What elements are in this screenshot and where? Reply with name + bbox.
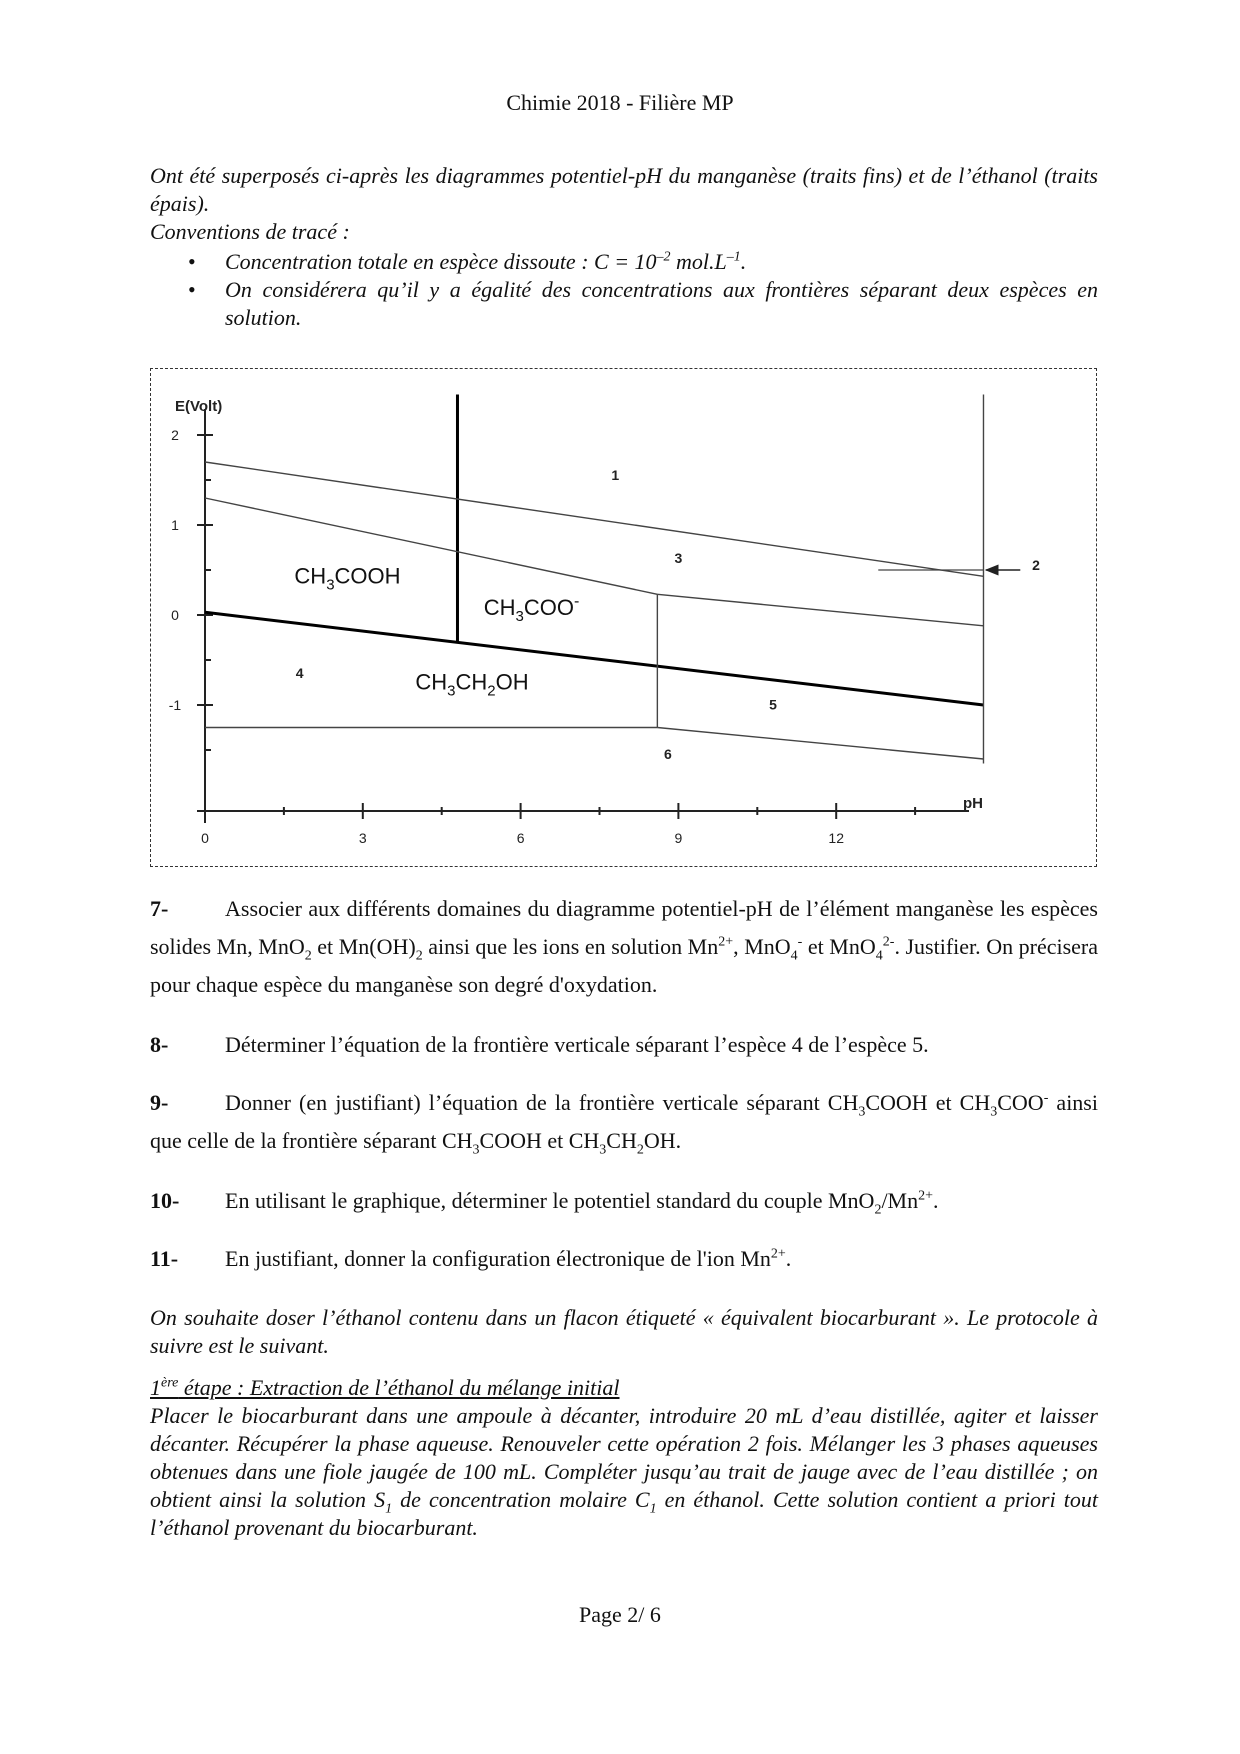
page-footer: Page 2/ 6 <box>579 1602 661 1627</box>
species-label: $CH_3CH_2OH$ <box>415 669 529 700</box>
domain-label: 1 <box>611 467 620 483</box>
question-11: 11- En justifiant, donner la configuration électronique de l'ion $Mn^{2+}$. <box>150 1246 792 1271</box>
domain-label: 3 <box>674 549 683 566</box>
species-label: $CH_3COOH$ <box>294 563 401 594</box>
series-line <box>205 612 983 705</box>
domain-label: 5 <box>769 696 777 713</box>
y-tick-label: 0 <box>171 607 179 623</box>
domain-label: 6 <box>663 746 672 762</box>
x-tick-label: 3 <box>358 830 367 846</box>
series-line <box>657 728 983 760</box>
question-10: 10- En utilisant le graphique, déterminer le potentiel standard du couple $MnO_2/Mn^{2+}$. <box>150 1188 939 1218</box>
intro-paragraph: Ont été superposés ci-après les diagrammes potentiel-pH du manganèse (traits fins) et de l’éthanol (traits épais). <box>150 163 1098 216</box>
y-tick-label: -1 <box>168 697 182 713</box>
chart-svg <box>151 369 1096 866</box>
domain-label: 2 <box>1032 557 1040 573</box>
potential-ph-diagram <box>150 368 1097 867</box>
y-axis-label: E(Volt) <box>175 398 223 415</box>
step1-title: 1ère étape : Extraction de l’éthanol du mélange initial <box>150 1375 620 1400</box>
convention-item: • Concentration totale en espèce dissoute : $C = 10^{-2}$ $mol.L^{-1}$. <box>188 249 747 274</box>
x-tick-label: 9 <box>674 830 683 846</box>
x-tick-label: 12 <box>828 830 844 846</box>
question-9: 9- Donner (en justifiant) l’équation de la frontière verticale séparant $CH_3COOH$ et $CH_3COO^-$ ainsi que celle de la frontière séparant $CH_3COOH$ et $CH_3CH_2OH$. <box>150 1090 1098 1158</box>
domain-label: 4 <box>295 665 304 681</box>
dosage-intro: On souhaite doser l’éthanol contenu dans un flacon étiqueté « équivalent biocarburant ». Le protocole à suivre est le suivant. <box>150 1305 1098 1358</box>
series-line <box>657 594 983 626</box>
x-tick-label: 0 <box>201 830 209 846</box>
x-tick-label: 6 <box>516 830 525 846</box>
y-tick-label: 2 <box>171 427 179 443</box>
bullet-icon: • <box>188 277 196 302</box>
x-axis-label: pH <box>963 795 983 812</box>
y-tick-label: 1 <box>171 517 179 533</box>
step1-text: Placer le biocarburant dans une ampoule à décanter, introduire 20 mL d’eau distillée, agiter et laisser décanter. Récupérer la phase aqueuse. Renouveler cette opération 2 fois. Mélanger les 3 phases aqueuses obtenues dans une fiole jaugée de 100 mL. Compléter jusqu’au trait de jauge avec de l’eau distillée ; on obtient ainsi la solution $S_1$ de concentration molaire $C_1$ en éthanol. Cette solution contient a priori tout l’éthanol provenant du biocarburant. <box>150 1403 1098 1540</box>
question-8: 8- Déterminer l’équation de la frontière verticale séparant l’espèce 4 de l’espèce 5. <box>150 1032 929 1057</box>
page-header: Chimie 2018 - Filière MP <box>506 90 734 115</box>
series-line <box>205 498 657 594</box>
bullet-icon: • <box>188 249 196 274</box>
convention-item: • On considérera qu’il y a égalité des concentrations aux frontières séparant deux espèces en solution. <box>188 277 1098 330</box>
conventions-title: Conventions de tracé : <box>150 219 350 244</box>
species-label: $CH_3COO^-$ <box>483 593 580 625</box>
question-7: 7- Associer aux différents domaines du diagramme potentiel-pH de l’élément manganèse les espèces solides Mn, MnO$_2$ et $Mn(OH)_2$ ainsi que les ions en solution $Mn^{2+}$, MnO$_4$- et MnO$_4^{2-}$. Justifier. On précisera pour chaque espèce du manganèse son degré d'oxydation. <box>150 896 1099 997</box>
series-line <box>205 462 983 576</box>
conventions-list <box>150 248 1098 332</box>
